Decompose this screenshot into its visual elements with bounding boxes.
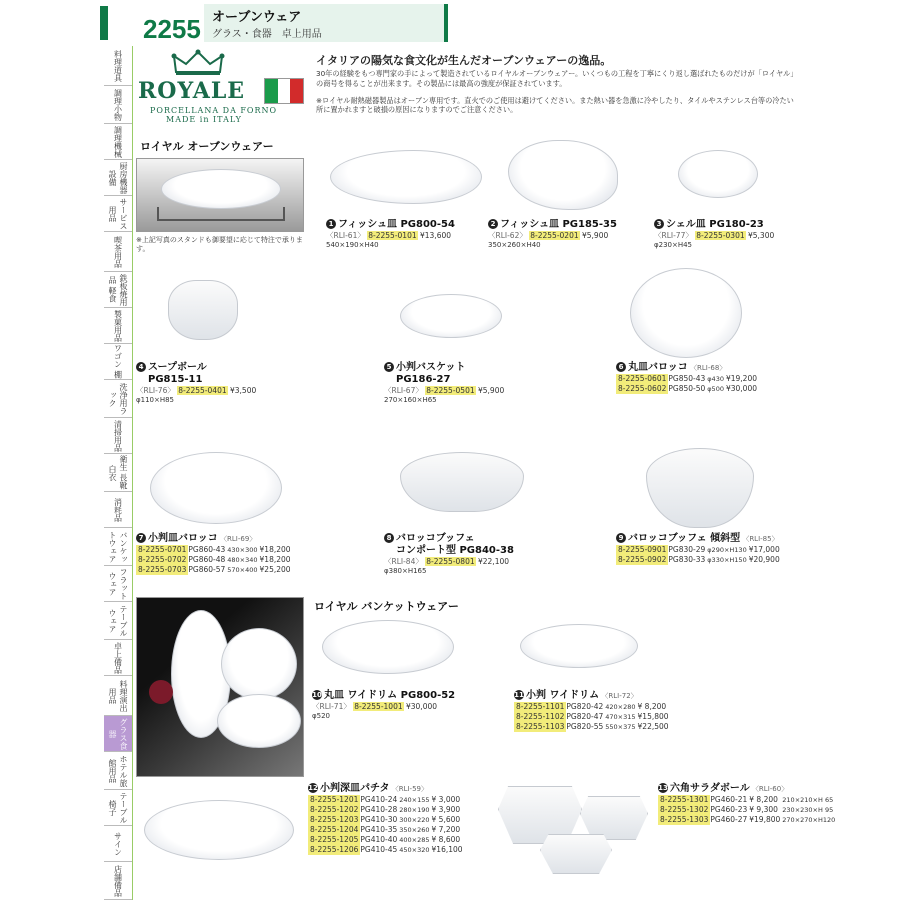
product-13 xyxy=(658,783,837,825)
product-name: 9 バロッコブッフェ 傾斜型 〈RLI-85〉 xyxy=(616,533,782,545)
page-title: オーブンウェア xyxy=(212,10,302,25)
brand-logo: ROYALE xyxy=(138,78,246,104)
sidebar-tab[interactable]: 卓上備品 xyxy=(104,640,132,676)
series-code: 〈RLI-68〉 xyxy=(687,364,727,372)
product-code: 8-2255-0501 xyxy=(426,386,475,395)
sidebar-tab[interactable]: フラットウェア xyxy=(104,566,132,602)
product-code: 8-2255-0801 xyxy=(426,557,475,566)
stand-photo xyxy=(136,158,304,232)
table-row: 8-2255-1201 PG410-24 240×155 ¥ 3,000 xyxy=(310,795,461,804)
product-9 xyxy=(616,533,782,565)
dimensions: φ520 xyxy=(312,712,330,720)
price: ¥5,300 xyxy=(745,231,775,240)
dimensions: φ380×H165 xyxy=(384,567,427,575)
product-name: 2 フィッシュ皿 PG185-35 xyxy=(488,219,617,231)
product-name: 10 丸皿 ワイドリム PG800-52 xyxy=(312,690,456,701)
table-row: 8-2255-1102 PG820-47 470×315 ¥15,800 xyxy=(516,712,669,721)
product-model: PG815-11 xyxy=(148,374,203,385)
table-row: 8-2255-0902 PG830-33 φ330×H150 ¥20,900 xyxy=(618,555,780,564)
price: ¥13,600 xyxy=(417,231,452,240)
product-name: 6 丸皿バロッコ 〈RLI-68〉 xyxy=(616,362,759,374)
sidebar-tab[interactable]: 厨房機器設備 xyxy=(104,160,132,196)
oval-plate-barocco-image xyxy=(150,452,282,524)
price: ¥22,100 xyxy=(475,557,510,566)
dimensions: 350×260×H40 xyxy=(488,241,541,249)
series-code: 〈RLI-84〉 xyxy=(384,557,426,566)
intro-body: 30年の経験をもつ専門家の手によって製造されているロイヤルオーブンウェアー。いくつもの工程を丁寧にくり返し選ばれたものだけが「ロイヤル」の商号を得ることが出来ます。その製品には最高の強度が保証されています。 xyxy=(316,69,794,88)
table-row: 8-2255-0702 PG860-48 480×340 ¥18,200 xyxy=(138,555,291,564)
page-subtitle: グラス・食器 卓上用品 xyxy=(212,29,322,40)
item-number-badge: 9 xyxy=(616,533,626,543)
sidebar-tab[interactable]: 衛生 長靴白衣 xyxy=(104,454,132,492)
dimensions: 540×190×H40 xyxy=(326,241,379,249)
price: ¥30,000 xyxy=(403,702,438,711)
oval-basket-image xyxy=(400,294,502,338)
product-name: 7 小判皿バロッコ 〈RLI-69〉 xyxy=(136,533,293,545)
sidebar-tab[interactable]: テーブルウェア xyxy=(104,602,132,640)
product-name: 5 小判バスケット xyxy=(384,362,504,374)
product-2 xyxy=(488,219,617,249)
item-number-badge: 8 xyxy=(384,533,394,543)
series-code: 〈RLI-62〉 xyxy=(488,231,530,240)
round-wide-rim-image xyxy=(322,620,454,674)
series-code: 〈RLI-59〉 xyxy=(389,785,428,793)
banquet-photo xyxy=(136,597,304,777)
stand-image xyxy=(157,207,285,221)
series-code: 〈RLI-60〉 xyxy=(749,785,789,793)
product-name: 11 小判 ワイドリム 〈RLI-72〉 xyxy=(514,690,638,701)
item-number-badge: 12 xyxy=(308,784,318,792)
price-line xyxy=(654,231,774,241)
fish-plate-small-image xyxy=(508,140,618,210)
sidebar-tab[interactable]: 調理機械 xyxy=(104,124,132,160)
compote-buffet-image xyxy=(400,452,524,512)
round-platter-image xyxy=(221,628,297,700)
price-line xyxy=(488,231,617,241)
product-4 xyxy=(136,362,256,404)
price-table xyxy=(658,795,837,825)
table-row: 8-2255-0701 PG860-43 430×300 ¥18,200 xyxy=(138,545,291,554)
table-row: 8-2255-1301 PG460-21 ¥ 8,200 210×210×H 65 xyxy=(660,795,834,804)
item-number-badge: 1 xyxy=(326,219,336,229)
sidebar-tab[interactable]: 製菓用品 xyxy=(104,308,132,344)
stand-note: ※上記写真のスタンドも御要望に応じて特注で承ります。 xyxy=(136,236,303,253)
sidebar-tab[interactable]: サービス用品 xyxy=(104,196,132,232)
table-row: 8-2255-0703 PG860-57 570×400 ¥25,200 xyxy=(138,565,291,574)
product-1 xyxy=(326,219,455,249)
brand-tagline: PORCELLANA DA FORNO MADE in ITALY xyxy=(150,106,278,124)
table-row: 8-2255-1302 PG460-23 ¥ 9,300 230×230×H 95 xyxy=(660,805,834,814)
price-table xyxy=(616,374,759,394)
table-row: 8-2255-1204 PG410-35 350×260 ¥ 7,200 xyxy=(310,825,461,834)
italy-flag-icon xyxy=(264,78,304,104)
fish-plate-image xyxy=(330,150,482,204)
table-row: 8-2255-0601 PG850-43 φ430 ¥19,200 xyxy=(618,374,757,383)
product-6 xyxy=(616,362,759,394)
product-name: 4 スープボール xyxy=(136,362,256,374)
product-name: 1 フィッシュ皿 PG800-54 xyxy=(326,219,455,231)
product-3 xyxy=(654,219,774,249)
price-line xyxy=(384,557,514,567)
dimensions: φ110×H85 xyxy=(136,396,175,404)
price-table xyxy=(616,545,782,565)
oval-platter-small-image xyxy=(217,694,301,748)
dimensions: φ230×H45 xyxy=(654,241,693,249)
series-code: 〈RLI-71〉 xyxy=(312,702,354,711)
crown-icon xyxy=(170,48,226,76)
sidebar-tab[interactable]: 鉄板焼用品 軽食 xyxy=(104,272,132,308)
price-line xyxy=(136,386,256,396)
section-title-banquet: ロイヤル バンケットウェアー xyxy=(314,600,459,613)
sidebar-tab[interactable]: 喫茶用品 xyxy=(104,232,132,272)
price-line xyxy=(326,231,455,241)
series-code: 〈RLI-77〉 xyxy=(654,231,696,240)
sidebar-tab[interactable]: 消耗品 xyxy=(104,492,132,528)
oval-wide-rim-image xyxy=(520,624,638,668)
product-name: 12 小判深皿パチタ 〈RLI-59〉 xyxy=(308,783,428,794)
hexagon-bowl-small-image xyxy=(540,834,612,874)
intro-note: ※ロイヤル耐熱磁器製品はオーブン専用です。直火でのご使用は避けてください。また熱い器を急激に冷やしたり、タイルやステンレス台等の冷たい所に置かれますと破損の原因になりますのでご注意ください。 xyxy=(316,96,794,114)
product-code: 8-2255-0401 xyxy=(178,386,227,395)
oval-dish-on-stand-image xyxy=(161,169,281,209)
product-model: コンポート型 PG840-38 xyxy=(396,545,514,556)
item-number-badge: 13 xyxy=(658,784,668,792)
price-table xyxy=(136,545,293,575)
product-5 xyxy=(384,362,504,404)
price: ¥3,500 xyxy=(227,386,257,395)
product-12 xyxy=(308,783,465,855)
series-code: 〈RLI-67〉 xyxy=(384,386,426,395)
product-code: 8-2255-0201 xyxy=(530,231,579,240)
sidebar-tab[interactable]: 料理演出用品 xyxy=(104,676,132,716)
product-11 xyxy=(514,690,671,732)
item-number-badge: 4 xyxy=(136,362,146,372)
product-8 xyxy=(384,533,514,575)
product-7 xyxy=(136,533,293,575)
table-row: 8-2255-1101 PG820-42 420×280 ¥ 8,200 xyxy=(516,702,667,711)
sidebar-tab[interactable]: サイン xyxy=(104,826,132,862)
sidebar-tab[interactable]: 料理道具 xyxy=(104,46,132,86)
grapes-image xyxy=(149,680,173,704)
section-title-oven: ロイヤル オーブンウェアー xyxy=(140,140,274,153)
table-row: 8-2255-1203 PG410-30 300×220 ¥ 5,600 xyxy=(310,815,461,824)
dimensions: 270×160×H65 xyxy=(384,396,437,404)
sidebar-tab[interactable]: ワゴン 棚 xyxy=(104,344,132,380)
series-code: 〈RLI-72〉 xyxy=(599,692,638,700)
table-row: 8-2255-1205 PG410-40 400×285 ¥ 8,600 xyxy=(310,835,461,844)
item-number-badge: 3 xyxy=(654,219,664,229)
price-table xyxy=(514,702,671,732)
table-row: 8-2255-1303 PG460-27 ¥19,800 270×270×H120 xyxy=(660,815,836,824)
sloped-buffet-bowl-image xyxy=(646,448,754,528)
series-code: 〈RLI-69〉 xyxy=(217,535,257,543)
hexagon-bowl-medium-image xyxy=(580,796,648,840)
sidebar-tab[interactable]: 調理小物 xyxy=(104,86,132,124)
table-row: 8-2255-0602 PG850-50 φ500 ¥30,000 xyxy=(618,384,757,393)
price-line xyxy=(384,386,504,396)
page-number: 2255 xyxy=(100,6,204,40)
item-number-badge: 11 xyxy=(514,691,524,699)
item-number-badge: 2 xyxy=(488,219,498,229)
product-name: 3 シェル皿 PG180-23 xyxy=(654,219,774,231)
price-line xyxy=(312,702,455,712)
sidebar-tab[interactable]: ホテル旅館用品 xyxy=(104,752,132,790)
stacked-deep-plates-image xyxy=(144,800,294,860)
item-number-badge: 10 xyxy=(312,691,322,699)
table-row: 8-2255-1202 PG410-28 280×190 ¥ 3,900 xyxy=(310,805,461,814)
item-number-badge: 7 xyxy=(136,533,146,543)
sidebar-tab[interactable]: 清掃用品 xyxy=(104,418,132,454)
table-row: 8-2255-1103 PG820-55 550×375 ¥22,500 xyxy=(516,722,669,731)
sidebar-tab[interactable]: テーブル椅子 xyxy=(104,790,132,826)
series-code: 〈RLI-61〉 xyxy=(326,231,368,240)
series-code: 〈RLI-85〉 xyxy=(740,535,779,543)
shell-plate-image xyxy=(678,150,758,198)
price-table xyxy=(308,795,465,855)
intro-headline: イタリアの陽気な食文化が生んだオーブンウェアーの逸品。 xyxy=(316,54,612,67)
sidebar-tab[interactable]: 店舗備品 xyxy=(104,862,132,900)
series-code: 〈RLI-76〉 xyxy=(136,386,178,395)
product-name: 8 バロッコブッフェ xyxy=(384,533,514,545)
product-10 xyxy=(312,690,455,720)
price: ¥5,900 xyxy=(579,231,609,240)
sidebar-divider xyxy=(132,46,133,900)
sidebar-tab[interactable]: バンケットウェア xyxy=(104,528,132,566)
soup-bowl-image xyxy=(168,280,238,340)
product-name: 13 六角サラダボール 〈RLI-60〉 xyxy=(658,783,789,794)
product-model: PG186-27 xyxy=(396,374,451,385)
table-row: 8-2255-1206 PG410-45 450×320 ¥16,100 xyxy=(310,845,463,854)
sidebar-tab[interactable]: グラス食器 xyxy=(104,716,132,752)
price: ¥5,900 xyxy=(475,386,505,395)
product-code: 8-2255-0101 xyxy=(368,231,417,240)
round-plate-barocco-image xyxy=(630,268,742,358)
table-row: 8-2255-0901 PG830-29 φ290×H130 ¥17,000 xyxy=(618,545,780,554)
item-number-badge: 5 xyxy=(384,362,394,372)
product-code: 8-2255-1001 xyxy=(354,702,403,711)
sidebar-tab[interactable]: 洗浄用ラック xyxy=(104,380,132,418)
item-number-badge: 6 xyxy=(616,362,626,372)
product-code: 8-2255-0301 xyxy=(696,231,745,240)
